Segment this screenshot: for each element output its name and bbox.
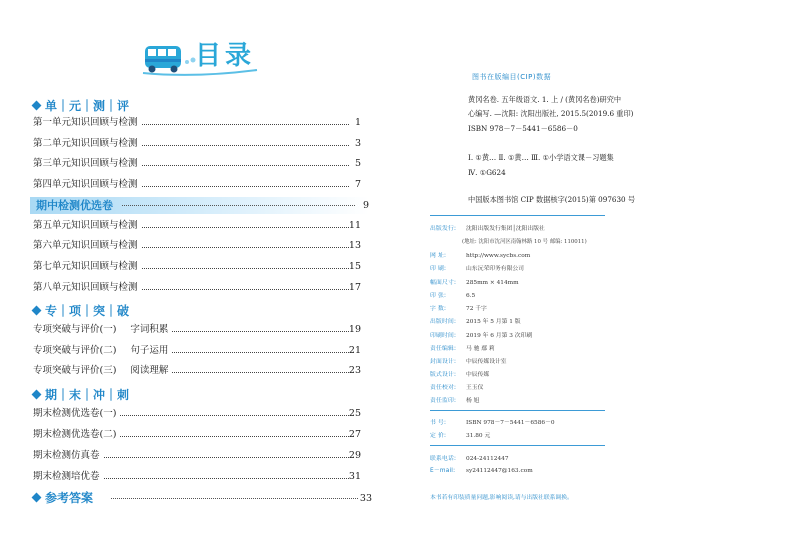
cip-heading: 图书在版编目(CIP)数据	[472, 73, 552, 81]
toc-row[interactable]: 第七单元知识回顾与检测 15	[33, 261, 361, 272]
cip-line: Ⅳ. ①G624	[468, 168, 506, 177]
toc-row[interactable]: 期末检测仿真卷 29	[33, 450, 361, 461]
toc-row[interactable]: 第三单元知识回顾与检测 5	[33, 158, 361, 169]
section-heading-unit-tests: 单｜元｜测｜评	[33, 97, 129, 114]
section-heading-final: 期｜末｜冲｜刺	[33, 386, 129, 403]
divider	[430, 215, 605, 216]
pub-row: 书 号: ISBN 978－7－5441－6586－0	[430, 420, 555, 426]
toc-row-midterm[interactable]: 期中检测优选卷 9	[30, 197, 369, 214]
pub-row: 封面设计: 中辰传媒设计室	[430, 359, 507, 365]
pub-row: E－mail: sy24112447@163.com	[430, 468, 533, 474]
pub-row: 出版时间: 2015 年 5 月第 1 版	[430, 319, 521, 325]
toc-row[interactable]: 第四单元知识回顾与检测 7	[33, 179, 361, 190]
pub-row: 印 刷: 山东沅荣印务有限公司	[430, 266, 524, 272]
toc-row-answers[interactable]: 参考答案 33	[33, 490, 372, 507]
toc-title: 目录	[195, 41, 256, 71]
pub-row: 印 张: 6.5	[430, 293, 476, 299]
pub-row: 责任监印: 杨 旭	[430, 398, 480, 404]
diamond-icon	[32, 101, 42, 111]
toc-row[interactable]: 期末检测培优卷 31	[33, 471, 361, 482]
toc-row[interactable]: 第一单元知识回顾与检测 1	[33, 117, 361, 128]
section-heading-special: 专｜项｜突｜破	[33, 302, 129, 319]
pub-row: 幅面尺寸: 285mm × 414mm	[430, 280, 519, 286]
pub-row: 印刷时间: 2019 年 6 月第 3 次印刷	[430, 333, 533, 339]
toc-row[interactable]: 专项突破与评价(一) 字词积累 19	[33, 324, 361, 335]
copyright-page	[430, 0, 800, 554]
diamond-icon	[32, 306, 42, 316]
pub-row: 出版发行: 沈阳出版发行集团│沈阳出版社	[430, 226, 545, 232]
pub-row: 版式设计: 中辰传媒	[430, 372, 490, 378]
pub-row: 字 数: 72 千字	[430, 306, 487, 312]
divider	[430, 410, 605, 411]
toc-row[interactable]: 第八单元知识回顾与检测 17	[33, 282, 361, 293]
pub-row: 联系电话: 024-24112447	[430, 456, 509, 462]
pub-row: 网 址: http://www.sycbs.com	[430, 253, 531, 259]
cip-line: Ⅰ. ①黄… Ⅱ. ①黄… Ⅲ. ①小学语文课－习题集	[468, 153, 614, 162]
cip-line: 黄冈名卷. 五年级语文. 1. 上 / (黄冈名卷)研究中	[468, 95, 622, 104]
pub-address: (地址: 沈阳市沈河区南翰林路 10 号 邮编: 110011)	[462, 239, 587, 245]
toc-row[interactable]: 专项突破与评价(二) 句子运用 21	[33, 345, 361, 356]
quality-notice: 本书若有印装质量问题,影响阅读,请与出版社联系调换。	[430, 495, 573, 501]
toc-row[interactable]: 第二单元知识回顾与检测 3	[33, 138, 361, 149]
pub-row: 责任校对: 王玉仪	[430, 385, 484, 391]
cip-line: ISBN 978－7－5441－6586－0	[468, 124, 578, 133]
pub-row: 责任编辑: 马 驰 鄢 莉	[430, 346, 495, 352]
toc-row[interactable]: 期末检测优选卷(二) 27	[33, 429, 361, 440]
toc-row[interactable]: 期末检测优选卷(一) 25	[33, 408, 361, 419]
toc-row[interactable]: 第六单元知识回顾与检测 13	[33, 240, 361, 251]
cip-line: 心编写. —沈阳: 沈阳出版社, 2015.5(2019.6 重印)	[468, 109, 634, 118]
cip-line: 中国版本图书馆 CIP 数据核字(2015)第 097630 号	[468, 195, 636, 204]
pub-row: 定 价: 31.80 元	[430, 433, 491, 439]
toc-row[interactable]: 专项突破与评价(三) 阅读理解 23	[33, 365, 361, 376]
divider	[430, 445, 605, 446]
diamond-icon	[32, 493, 42, 503]
diamond-icon	[32, 390, 42, 400]
toc-row[interactable]: 第五单元知识回顾与检测 11	[33, 220, 361, 231]
